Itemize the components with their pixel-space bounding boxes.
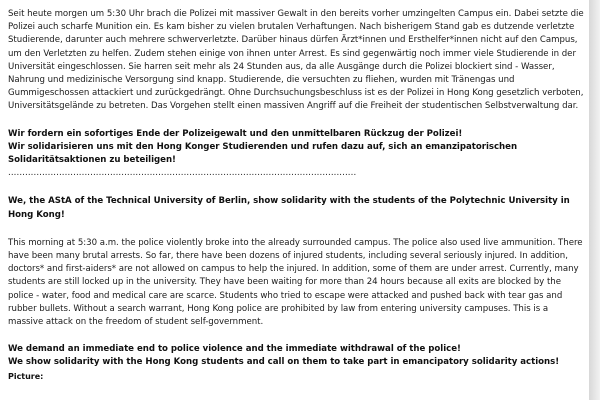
german-report-paragraph: Seit heute morgen um 5:30 Uhr brach die Polizei mit massiver Gewalt in den bereits vorher umzingelten Campus ein. Dabei setzte die Polizei auch scharfe Munition ein. Es kam bisher zu vielen brutalen Verhaftungen. Nach bisherigem Stand gab es dutzende verletzte Studierende, darunter auch mehrere schwerverletzte. Darüber hinaus dürfen Ärzt*innen und Ersthelfer*innen nicht auf den Campus, um den Verletzten zu helfen. Zudem stehen einige von ihnen unter Arrest. Es sind gegenwärtig noch immer viele Studierende in der Universität eingeschlossen. Sie harren seit mehr als 24 Stunden aus, da alle Ausgänge durch die Polizei blockiert sind - Wasser, Nahrung und medizinische Versorgung sind knapp. Studierende, die versuchten zu fliehen, wurden mit Tränengas und Gummigeschossen attackiert und zurückgedrängt. Ohne Durchsuchungsbeschluss ist es der Polizei in Hong Kong gesetzlich verboten, Universitätsgelände zu betreten. Das Vorgehen stellt einen massiven Angriff auf die Freiheit der studentischen Selbstverwaltung dar. xyxy=(8,9,584,112)
spacer xyxy=(8,222,586,237)
page-edge-shadow xyxy=(589,0,600,400)
section-separator: ........................................................................................................................... xyxy=(8,168,357,179)
german-demand-police-withdrawal: Wir fordern ein sofortiges Ende der Polizeigewalt und den unmittelbaren Rückzug der Polizei! xyxy=(8,128,463,139)
spacer xyxy=(8,114,586,128)
english-heading: We, the AStA of the Technical University of Berlin, show solidarity with the students of the Polytechnic University in Hong Kong! xyxy=(8,196,570,220)
spacer xyxy=(8,329,586,343)
english-report-paragraph: This morning at 5:30 a.m. the police violently broke into the already surrounded campus. The police also used live ammunition. There have been many brutal arrests. So far, there have been dozens of injured students, including several seriously injured. In addition, doctors* and first-aiders* are not allowed on campus to help the injured. In addition, some of them are under arrest. Currently, many students are still locked up in the university. They have been waiting for more than 24 hours because all exits are blocked by the police - water, food and medical care are scarce. Students who tried to escape were attacked and pushed back with tear gas and rubber bullets. Without a search warrant, Hong Kong police are prohibited by law from entering university campuses. This is a massive attack on the freedom of student self-government. xyxy=(8,237,583,328)
spacer xyxy=(8,180,586,195)
article-body xyxy=(8,8,586,383)
english-demand-police-withdrawal: We demand an immediate end to police violence and the immediate withdrawal of the police! xyxy=(8,344,461,355)
picture-label: Picture: xyxy=(8,371,44,381)
english-demand-solidarity: We show solidarity with the Hong Kong students and call on them to take part in emancipatory solidarity actions! xyxy=(8,357,560,368)
german-demand-solidarity: Wir solidarisieren uns mit den Hong Konger Studierenden und rufen dazu auf, sich an emanzipatorischen Solidaritätsaktionen zu beteiligen! xyxy=(8,141,518,166)
